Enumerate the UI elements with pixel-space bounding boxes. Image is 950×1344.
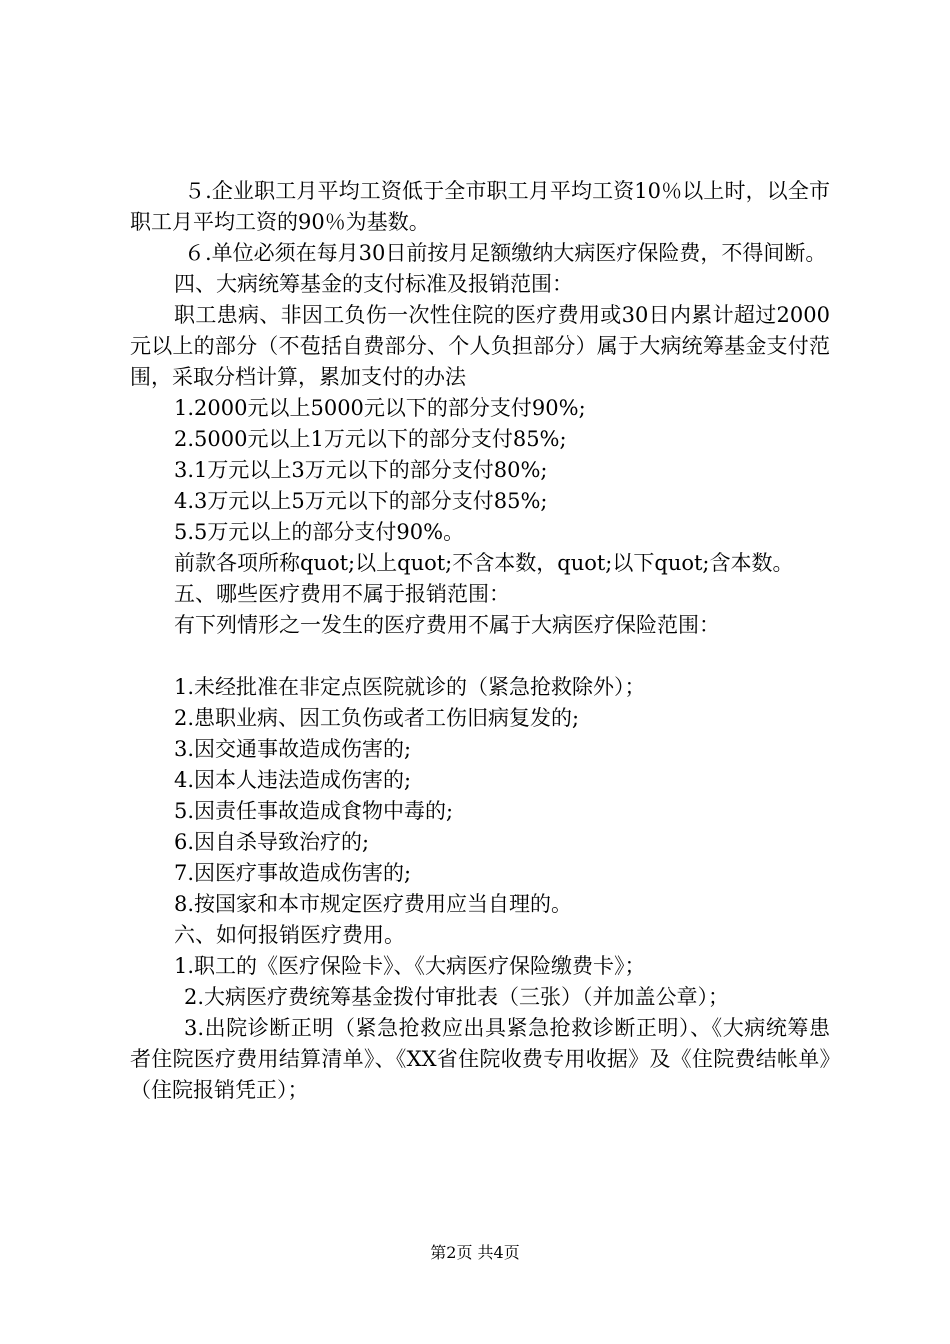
list-item-exclusion-3: 3.因交通事故造成伤害的; bbox=[174, 737, 412, 761]
paragraph-item-6: ６.单位必须在每月30日前按月足额缴纳大病医疗保险费，不得间断。 bbox=[184, 241, 827, 265]
section-heading-5: 五、哪些医疗费用不属于报销范围： bbox=[174, 582, 510, 606]
list-item-exclusion-5: 5.因责任事故造成食物中毒的; bbox=[174, 799, 454, 823]
list-item-tier-3: 3.1万元以上3万元以下的部分支付80%; bbox=[174, 458, 548, 482]
list-item-tier-1: 1.2000元以上5000元以下的部分支付90%; bbox=[174, 396, 586, 420]
list-item-exclusion-2: 2.患职业病、因工负伤或者工伤旧病复发的; bbox=[174, 706, 580, 730]
list-item-exclusion-1: 1.未经批准在非定点医院就诊的（紧急抢救除外）； bbox=[174, 675, 646, 699]
list-item-tier-4: 4.3万元以上5万元以下的部分支付85%; bbox=[174, 489, 548, 513]
list-item-document-3: 3.出院诊断正明（紧急抢救应出具紧急抢救诊断正明）、《大病统筹患者住院医疗费用结算清单》、《XX省住院收费专用收据》及《住院费结帐单》（住院报销凭正）； bbox=[130, 1016, 830, 1102]
paragraph-item-5: ５.企业职工月平均工资低于全市职工月平均工资10％以上时，以全市职工月平均工资的90％为基数。 bbox=[130, 179, 830, 234]
list-item-document-2: 2.大病医疗费统筹基金拨付审批表（三张）（并加盖公章）； bbox=[184, 985, 730, 1009]
list-item-tier-2: 2.5000元以上1万元以下的部分支付85%; bbox=[174, 427, 567, 451]
section-heading-6: 六、如何报销医疗费用。 bbox=[174, 923, 405, 947]
page-footer bbox=[0, 1243, 950, 1263]
paragraph-exclusions-intro: 有下列情形之一发生的医疗费用不属于大病医疗保险范围： bbox=[174, 613, 720, 637]
list-item-exclusion-7: 7.因医疗事故造成伤害的; bbox=[174, 861, 412, 885]
list-item-tier-5: 5.5万元以上的部分支付90%。 bbox=[174, 520, 465, 544]
list-item-exclusion-4: 4.因本人违法造成伤害的; bbox=[174, 768, 412, 792]
list-item-exclusion-8: 8.按国家和本市规定医疗费用应当自理的。 bbox=[174, 892, 573, 916]
paragraph-definition-note: 前款各项所称quot;以上quot;不含本数，quot;以下quot;含本数。 bbox=[174, 551, 794, 575]
list-item-exclusion-6: 6.因自杀导致治疗的; bbox=[174, 830, 370, 854]
document-body bbox=[130, 176, 830, 1106]
page-number-label: 第2页 共4页 bbox=[430, 1243, 520, 1262]
blank-line bbox=[130, 641, 830, 672]
paragraph-payment-scope: 职工患病、非因工负伤一次性住院的医疗费用或30日内累计超过2000元以上的部分（不苞括自费部分、个人负担部分）属于大病统筹基金支付范围，采取分档计算，累加支付的办法 bbox=[130, 303, 830, 389]
section-heading-4: 四、大病统筹基金的支付标准及报销范围： bbox=[174, 272, 573, 296]
list-item-document-1: 1.职工的《医疗保险卡》、《大病医疗保险缴费卡》； bbox=[174, 954, 646, 978]
